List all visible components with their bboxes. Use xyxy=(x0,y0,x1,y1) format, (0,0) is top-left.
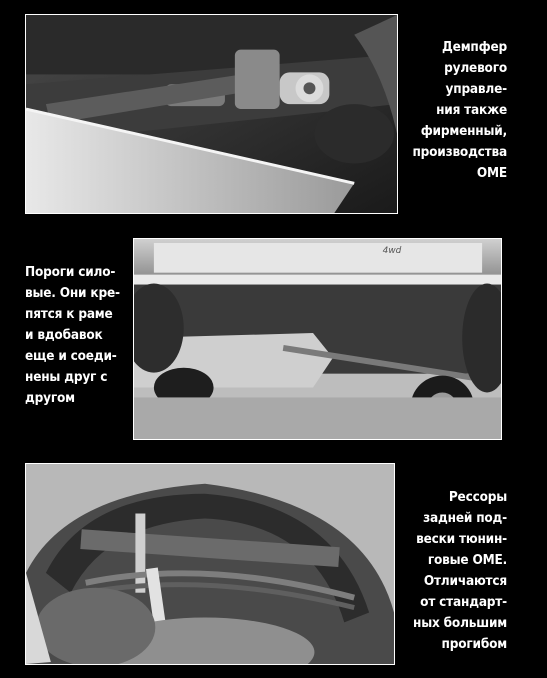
caption-line: управле- xyxy=(445,81,507,97)
steering-damper-image xyxy=(26,15,397,213)
caption-line: другом xyxy=(25,390,75,406)
caption-line: рулевого xyxy=(444,60,507,76)
caption-line: говые OME. xyxy=(427,552,507,568)
caption-line: производства xyxy=(412,144,507,160)
rock-sliders-caption xyxy=(25,262,120,409)
caption-line: Пороги сило- xyxy=(25,264,116,280)
rock-sliders-photo xyxy=(133,238,502,440)
truck-badge: 4wd xyxy=(382,245,402,256)
rear-leaf-springs-image xyxy=(26,464,394,664)
rock-sliders-image xyxy=(134,239,501,439)
caption-line: Отличаются xyxy=(423,573,507,589)
caption-line: фирменный, xyxy=(420,123,507,139)
caption-line: OME xyxy=(476,165,507,181)
caption-line: от стандарт- xyxy=(420,594,507,610)
caption-line: нены друг с xyxy=(25,369,108,385)
rear-springs-caption xyxy=(413,487,507,655)
caption-line: Рессоры xyxy=(448,489,507,505)
steering-damper-photo xyxy=(25,14,398,214)
caption-line: ных большим xyxy=(413,615,507,631)
caption-line: пятся к раме xyxy=(25,306,113,322)
caption-line: вески тюнин- xyxy=(416,531,507,547)
caption-line: и вдобавок xyxy=(25,327,103,343)
caption-line: еще и соеди- xyxy=(25,348,117,364)
steering-damper-caption xyxy=(412,37,507,184)
caption-line: ния также xyxy=(436,102,507,118)
caption-line: вые. Они кре- xyxy=(25,285,120,301)
caption-line: задней под- xyxy=(423,510,507,526)
caption-line: Демпфер xyxy=(442,39,507,55)
caption-line: прогибом xyxy=(441,636,507,652)
rear-leaf-springs-photo xyxy=(25,463,395,665)
